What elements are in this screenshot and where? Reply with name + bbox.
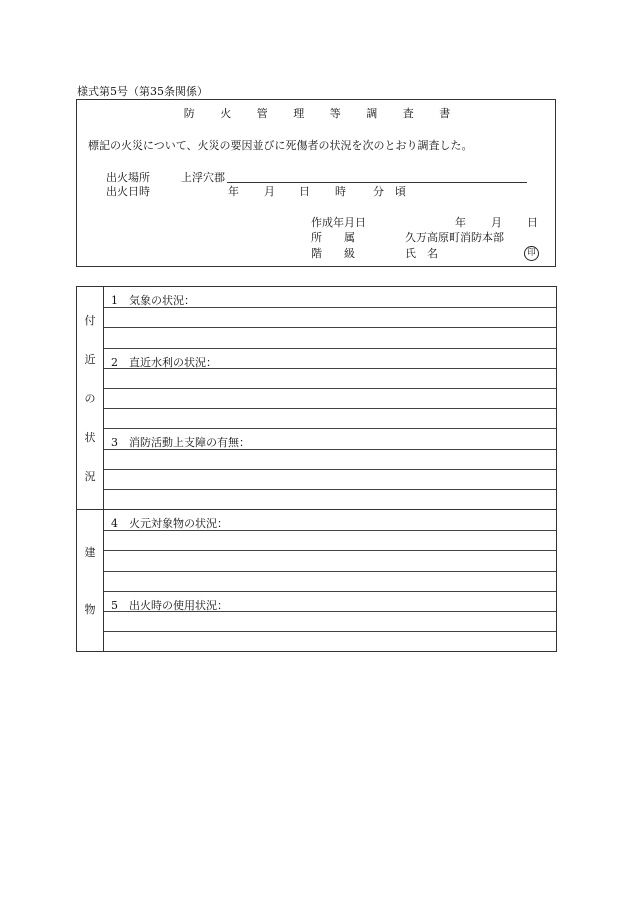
report-header-box bbox=[76, 99, 556, 267]
created-day-unit: 日 bbox=[527, 216, 538, 229]
table-row bbox=[104, 510, 556, 530]
table-row bbox=[104, 469, 556, 489]
table-row bbox=[104, 571, 556, 591]
table-section bbox=[77, 509, 556, 651]
table-row bbox=[104, 611, 556, 631]
table-row bbox=[104, 307, 556, 327]
side-char: 近 bbox=[84, 353, 96, 367]
table-section bbox=[77, 287, 556, 509]
fire-approx-unit: 頃 bbox=[395, 185, 406, 198]
survey-table bbox=[76, 286, 557, 652]
side-char: 建 bbox=[84, 546, 96, 560]
side-char: 況 bbox=[84, 469, 96, 483]
fire-day-unit: 日 bbox=[299, 185, 310, 198]
rank-label: 階 級 bbox=[311, 247, 355, 260]
table-row bbox=[104, 368, 556, 388]
form-number-label: 様式第5号（第35条関係） bbox=[77, 85, 208, 98]
side-char: 物 bbox=[84, 603, 96, 617]
row-label: 1 気象の状況： bbox=[111, 294, 195, 307]
created-year-unit: 年 bbox=[455, 216, 466, 229]
affiliation-value: 久万高原町消防本部 bbox=[405, 231, 504, 244]
affiliation-label: 所 属 bbox=[311, 231, 355, 244]
intro-text: 標記の火災について、火災の要因並びに死傷者の状況を次のとおり調査した。 bbox=[88, 139, 473, 152]
seal-mark: 印 bbox=[524, 246, 539, 261]
table-row bbox=[104, 591, 556, 611]
table-row bbox=[104, 530, 556, 550]
row-label: 4 火元対象物の状況： bbox=[111, 517, 228, 531]
table-row bbox=[104, 449, 556, 469]
table-row bbox=[104, 348, 556, 368]
fire-place-label: 出火場所 bbox=[106, 171, 150, 184]
fire-month-unit: 月 bbox=[264, 185, 275, 198]
table-row bbox=[104, 327, 556, 347]
section-rows bbox=[104, 510, 556, 651]
section-rows bbox=[104, 287, 556, 509]
side-char: 状 bbox=[84, 430, 96, 444]
table-row bbox=[104, 631, 556, 651]
fire-year-unit: 年 bbox=[228, 185, 239, 198]
document-title: 防 火 管 理 等 調 査 書 bbox=[183, 107, 462, 120]
created-date-label: 作成年月日 bbox=[311, 216, 366, 229]
table-row bbox=[104, 287, 556, 307]
fire-datetime-label: 出火日時 bbox=[106, 185, 150, 198]
table-row bbox=[104, 408, 556, 428]
row-label: 2 直近水利の状況： bbox=[111, 355, 217, 369]
row-label: 5 出火時の使用状況： bbox=[111, 598, 228, 612]
name-label: 氏 名 bbox=[405, 247, 438, 260]
section-side-label bbox=[77, 287, 104, 509]
table-row bbox=[104, 388, 556, 408]
section-side-label bbox=[77, 510, 104, 651]
fire-place-underline bbox=[227, 182, 527, 183]
created-month-unit: 月 bbox=[491, 216, 502, 229]
table-row bbox=[104, 550, 556, 570]
fire-place-value: 上浮穴郡 bbox=[181, 171, 225, 184]
side-char: 付 bbox=[84, 314, 96, 328]
side-char: の bbox=[84, 392, 96, 406]
table-row bbox=[104, 428, 556, 448]
table-row bbox=[104, 489, 556, 509]
row-label: 3 消防活動上支障の有無： bbox=[111, 436, 250, 450]
fire-minute-unit: 分 bbox=[373, 185, 384, 198]
fire-hour-unit: 時 bbox=[335, 185, 346, 198]
